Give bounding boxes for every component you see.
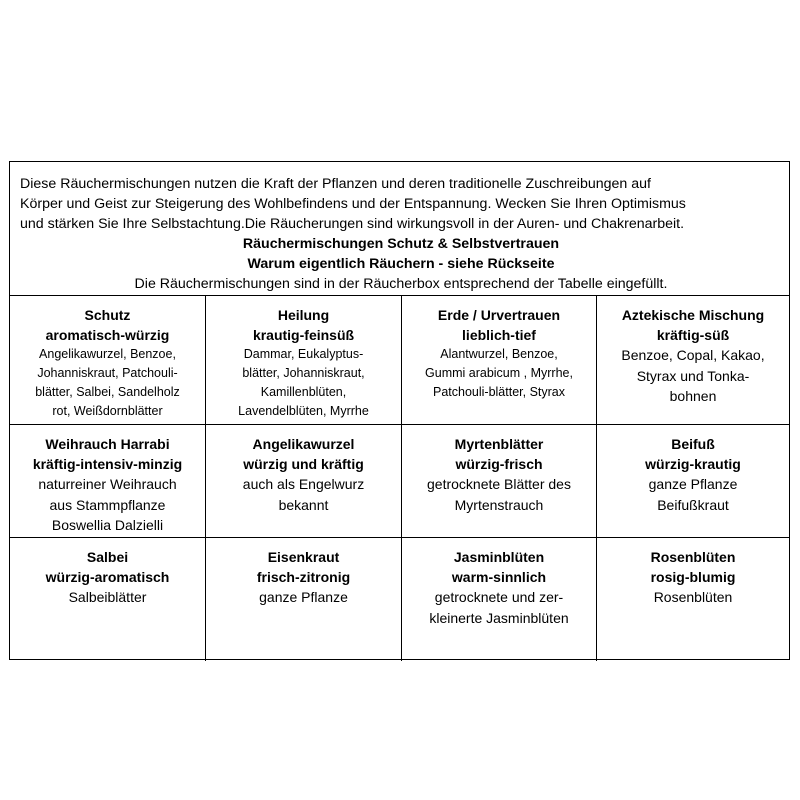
- cell-description: Kamillenblüten,: [260, 385, 347, 399]
- cell-description: ganze Pflanze: [648, 476, 738, 492]
- cell-description: ganze Pflanze: [259, 589, 348, 605]
- cell-title: Heilung: [277, 307, 330, 323]
- herb-table: [9, 161, 790, 660]
- cell-description: Salbeiblätter: [68, 589, 147, 605]
- cell-description: kleinerte Jasminblüten: [429, 609, 569, 626]
- cell-subtitle: warm-sinnlich: [451, 569, 547, 585]
- intro-line: Körper und Geist zur Steigerung des Wohlbefindens und der Entspannung. Wecken Sie Ihren Optimismus: [20, 196, 686, 212]
- cell-subtitle: würzig-frisch: [455, 456, 543, 472]
- intro-line: und stärken Sie Ihre Selbstachtung.Die Räucherungen sind wirkungsvoll in der Auren- und Chakrenarbeit.: [20, 216, 685, 232]
- cell-description: Angelikawurzel, Benzoe,: [39, 347, 176, 361]
- intro-section: [10, 162, 789, 296]
- cell-subtitle: krautig-feinsüß: [252, 327, 355, 343]
- cell-title: Rosenblüten: [650, 549, 736, 565]
- cell-description: Alantwurzel, Benzoe,: [440, 347, 558, 361]
- cell-title: Angelikawurzel: [252, 436, 355, 452]
- cell-description: getrocknete und zer-: [434, 589, 564, 605]
- cell-title: Salbei: [86, 549, 129, 565]
- table-cell-heilung: [206, 296, 401, 424]
- cell-title: Aztekische Mischung: [621, 307, 765, 323]
- cell-subtitle: würzig-krautig: [645, 456, 741, 472]
- cell-title: Eisenkraut: [267, 549, 340, 565]
- cell-description: Benzoe, Copal, Kakao,: [621, 347, 765, 363]
- cell-description: Boswellia Dalzielli: [51, 517, 164, 533]
- table-cell-myrtenblaetter: [402, 425, 596, 537]
- cell-description: naturreiner Weihrauch: [38, 476, 177, 492]
- table-cell-salbei: [10, 538, 205, 659]
- cell-title: Myrtenblätter: [454, 436, 544, 452]
- intro-note: Die Räuchermischungen sind in der Räucherbox entsprechend der Tabelle eingefüllt.: [134, 276, 668, 292]
- table-cell-jasminblueten: [402, 538, 596, 659]
- table-cell-rosenblueten: [597, 538, 789, 659]
- intro-text: [20, 174, 782, 294]
- table-cell-eisenkraut: [206, 538, 401, 659]
- cell-subtitle: kräftig-intensiv-minzig: [32, 456, 183, 472]
- table-cell-weihrauch-harrabi: [10, 425, 205, 537]
- cell-subtitle: frisch-zitronig: [256, 569, 351, 585]
- cell-subtitle: würzig-aromatisch: [45, 569, 170, 585]
- cell-description: blätter, Johanniskraut,: [242, 366, 365, 380]
- heading-why-smudging: Warum eigentlich Räuchern - siehe Rückseite: [247, 256, 555, 272]
- cell-description: aus Stammpflanze: [49, 496, 166, 513]
- cell-description: Rosenblüten: [653, 589, 733, 605]
- table-cell-aztekische-mischung: [597, 296, 789, 424]
- table-cell-beifuss: [597, 425, 789, 537]
- cell-description: bekannt: [278, 496, 329, 513]
- cell-title: Beifuß: [671, 436, 715, 452]
- cell-description: rot, Weißdornblätter: [52, 404, 163, 418]
- cell-description: Beifußkraut: [657, 496, 729, 513]
- cell-subtitle: rosig-blumig: [650, 569, 736, 585]
- cell-title: Schutz: [84, 307, 131, 323]
- cell-description: auch als Engelwurz: [242, 476, 365, 492]
- cell-subtitle: lieblich-tief: [462, 327, 536, 343]
- cell-description: Myrtenstrauch: [454, 496, 544, 513]
- cell-title: Erde / Urvertrauen: [437, 307, 561, 323]
- cell-description: Johanniskraut, Patchouli-: [37, 366, 178, 380]
- table-cell-erde-urvertrauen: [402, 296, 596, 424]
- cell-description: Gummi arabicum , Myrrhe,: [425, 366, 573, 380]
- cell-title: Weihrauch Harrabi: [45, 436, 170, 452]
- table-cell-schutz: [10, 296, 205, 424]
- cell-description: getrocknete Blätter des: [427, 476, 571, 492]
- cell-subtitle: würzig und kräftig: [243, 456, 364, 472]
- cell-description: Styrax und Tonka-: [636, 367, 750, 384]
- cell-description: Lavendelblüten, Myrrhe: [238, 404, 369, 418]
- cell-title: Jasminblüten: [453, 549, 545, 565]
- cell-description: Dammar, Eukalyptus-: [243, 347, 364, 361]
- intro-line: Diese Räuchermischungen nutzen die Kraft der Pflanzen und deren traditionelle Zuschreibungen auf: [20, 176, 651, 192]
- cell-subtitle: aromatisch-würzig: [45, 327, 170, 343]
- table-cell-angelikawurzel: [206, 425, 401, 537]
- cell-subtitle: kräftig-süß: [656, 327, 730, 343]
- cell-description: bohnen: [669, 388, 717, 404]
- cell-description: blätter, Salbei, Sandelholz: [35, 385, 180, 399]
- heading-protection: Räuchermischungen Schutz & Selbstvertrauen: [242, 236, 560, 252]
- cell-description: Patchouli-blätter, Styrax: [432, 385, 565, 399]
